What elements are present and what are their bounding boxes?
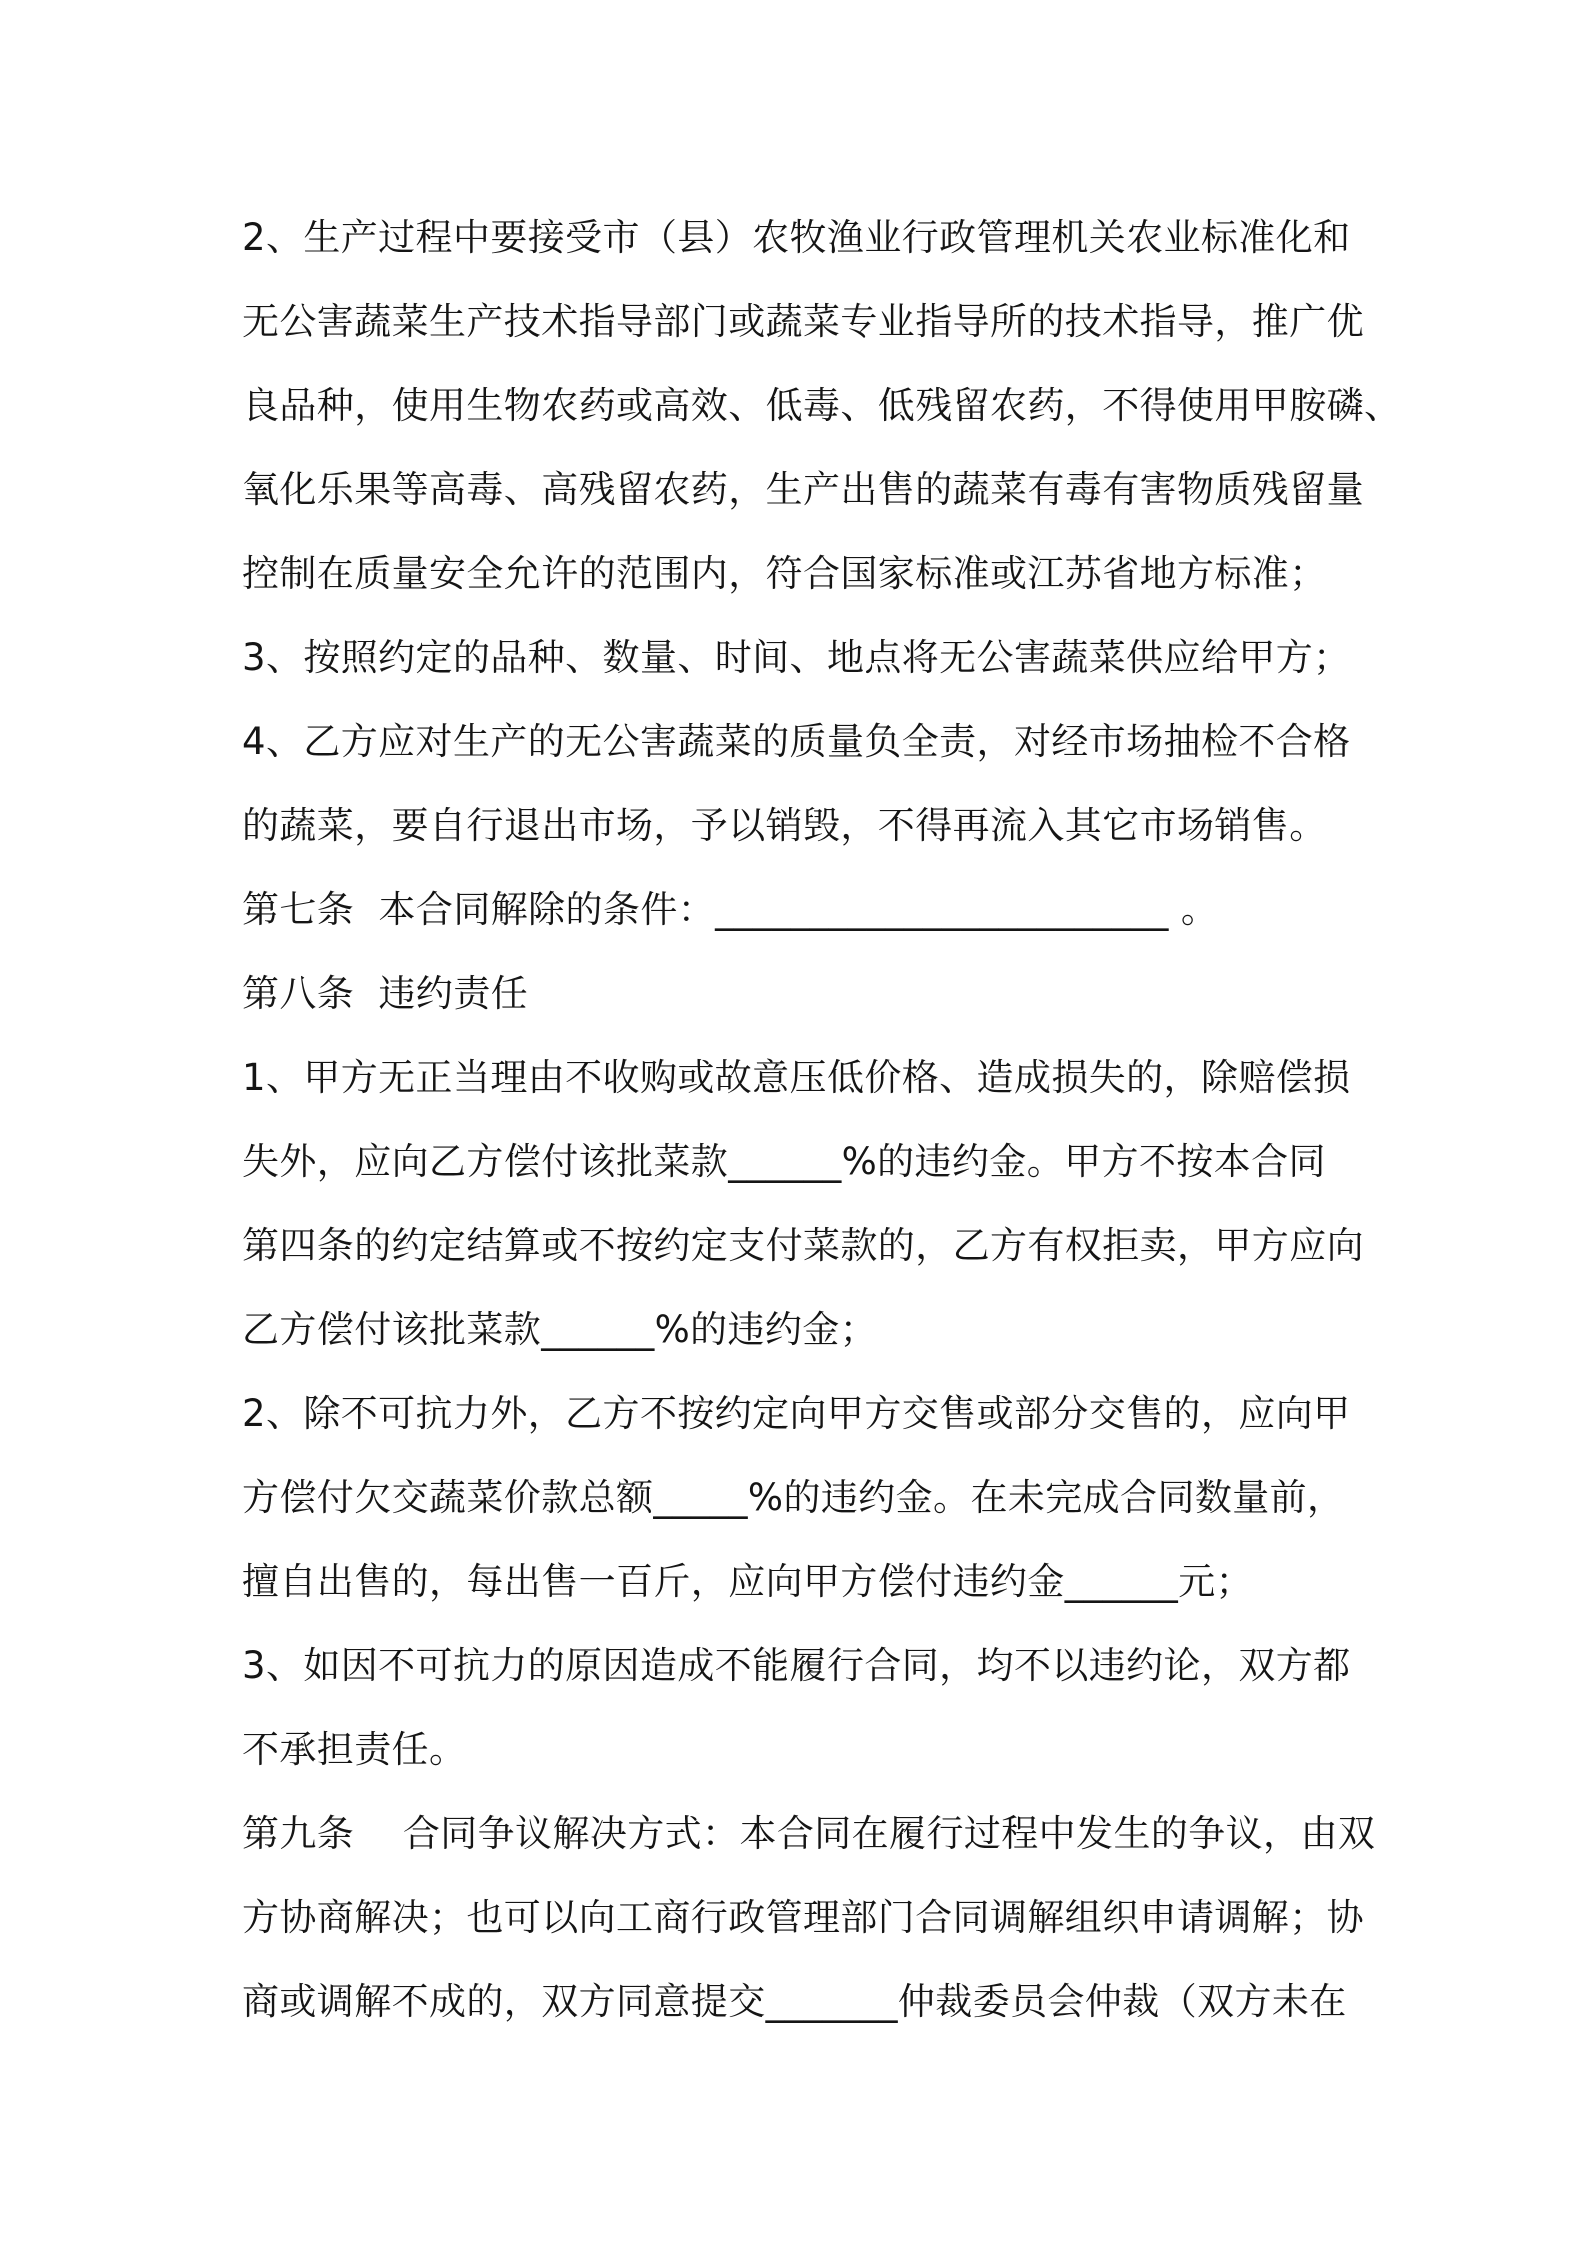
text-line: 商或调解不成的，双方同意提交_______仲裁委员会仲裁（双方未在 — [242, 1980, 1347, 2023]
text-line: 2、生产过程中要接受市（县）农牧渔业行政管理机关农业标准化和 — [242, 216, 1351, 259]
text-line: 4、乙方应对生产的无公害蔬菜的质量负全责，对经市场抽检不合格 — [242, 720, 1351, 763]
contract-text — [242, 196, 1402, 2044]
text-line: 3、如因不可抗力的原因造成不能履行合同，均不以违约论，双方都 — [242, 1644, 1351, 1687]
text-line: 的蔬菜，要自行退出市场，予以销毁，不得再流入其它市场销售。 — [242, 804, 1327, 847]
text-line: 氧化乐果等高毒、高残留农药，生产出售的蔬菜有毒有害物质残留量 — [242, 468, 1364, 511]
text-line: 控制在质量安全允许的范围内，符合国家标准或江苏省地方标准； — [242, 552, 1327, 595]
text-line: 不承担责任。 — [242, 1728, 467, 1771]
text-line: 2、除不可抗力外，乙方不按约定向甲方交售或部分交售的，应向甲 — [242, 1392, 1351, 1435]
article-8-heading: 第八条 违约责任 — [242, 972, 529, 1015]
text-line: 无公害蔬菜生产技术指导部门或蔬菜专业指导所的技术指导，推广优 — [242, 300, 1364, 343]
text-line: 失外，应向乙方偿付该批菜款______%的违约金。甲方不按本合同 — [242, 1140, 1326, 1183]
article-7-heading: 第七条 本合同解除的条件：________________________ 。 — [242, 888, 1219, 931]
text-line: 良品种，使用生物农药或高效、低毒、低残留农药，不得使用甲胺磷、 — [242, 384, 1402, 427]
text-line: 第四条的约定结算或不按约定支付菜款的，乙方有权拒卖，甲方应向 — [242, 1224, 1364, 1267]
text-line: 方偿付欠交蔬菜价款总额_____%的违约金。在未完成合同数量前， — [242, 1476, 1345, 1519]
text-line: 擅自出售的，每出售一百斤，应向甲方偿付违约金______元； — [242, 1560, 1253, 1603]
text-line: 方协商解决；也可以向工商行政管理部门合同调解组织申请调解；协 — [242, 1896, 1364, 1939]
text-line: 乙方偿付该批菜款______%的违约金； — [242, 1308, 878, 1351]
article-9-heading: 第九条 合同争议解决方式：本合同在履行过程中发生的争议，由双 — [242, 1812, 1376, 1855]
text-line: 3、按照约定的品种、数量、时间、地点将无公害蔬菜供应给甲方； — [242, 636, 1351, 679]
text-line: 1、甲方无正当理由不收购或故意压低价格、造成损失的，除赔偿损 — [242, 1056, 1351, 1099]
